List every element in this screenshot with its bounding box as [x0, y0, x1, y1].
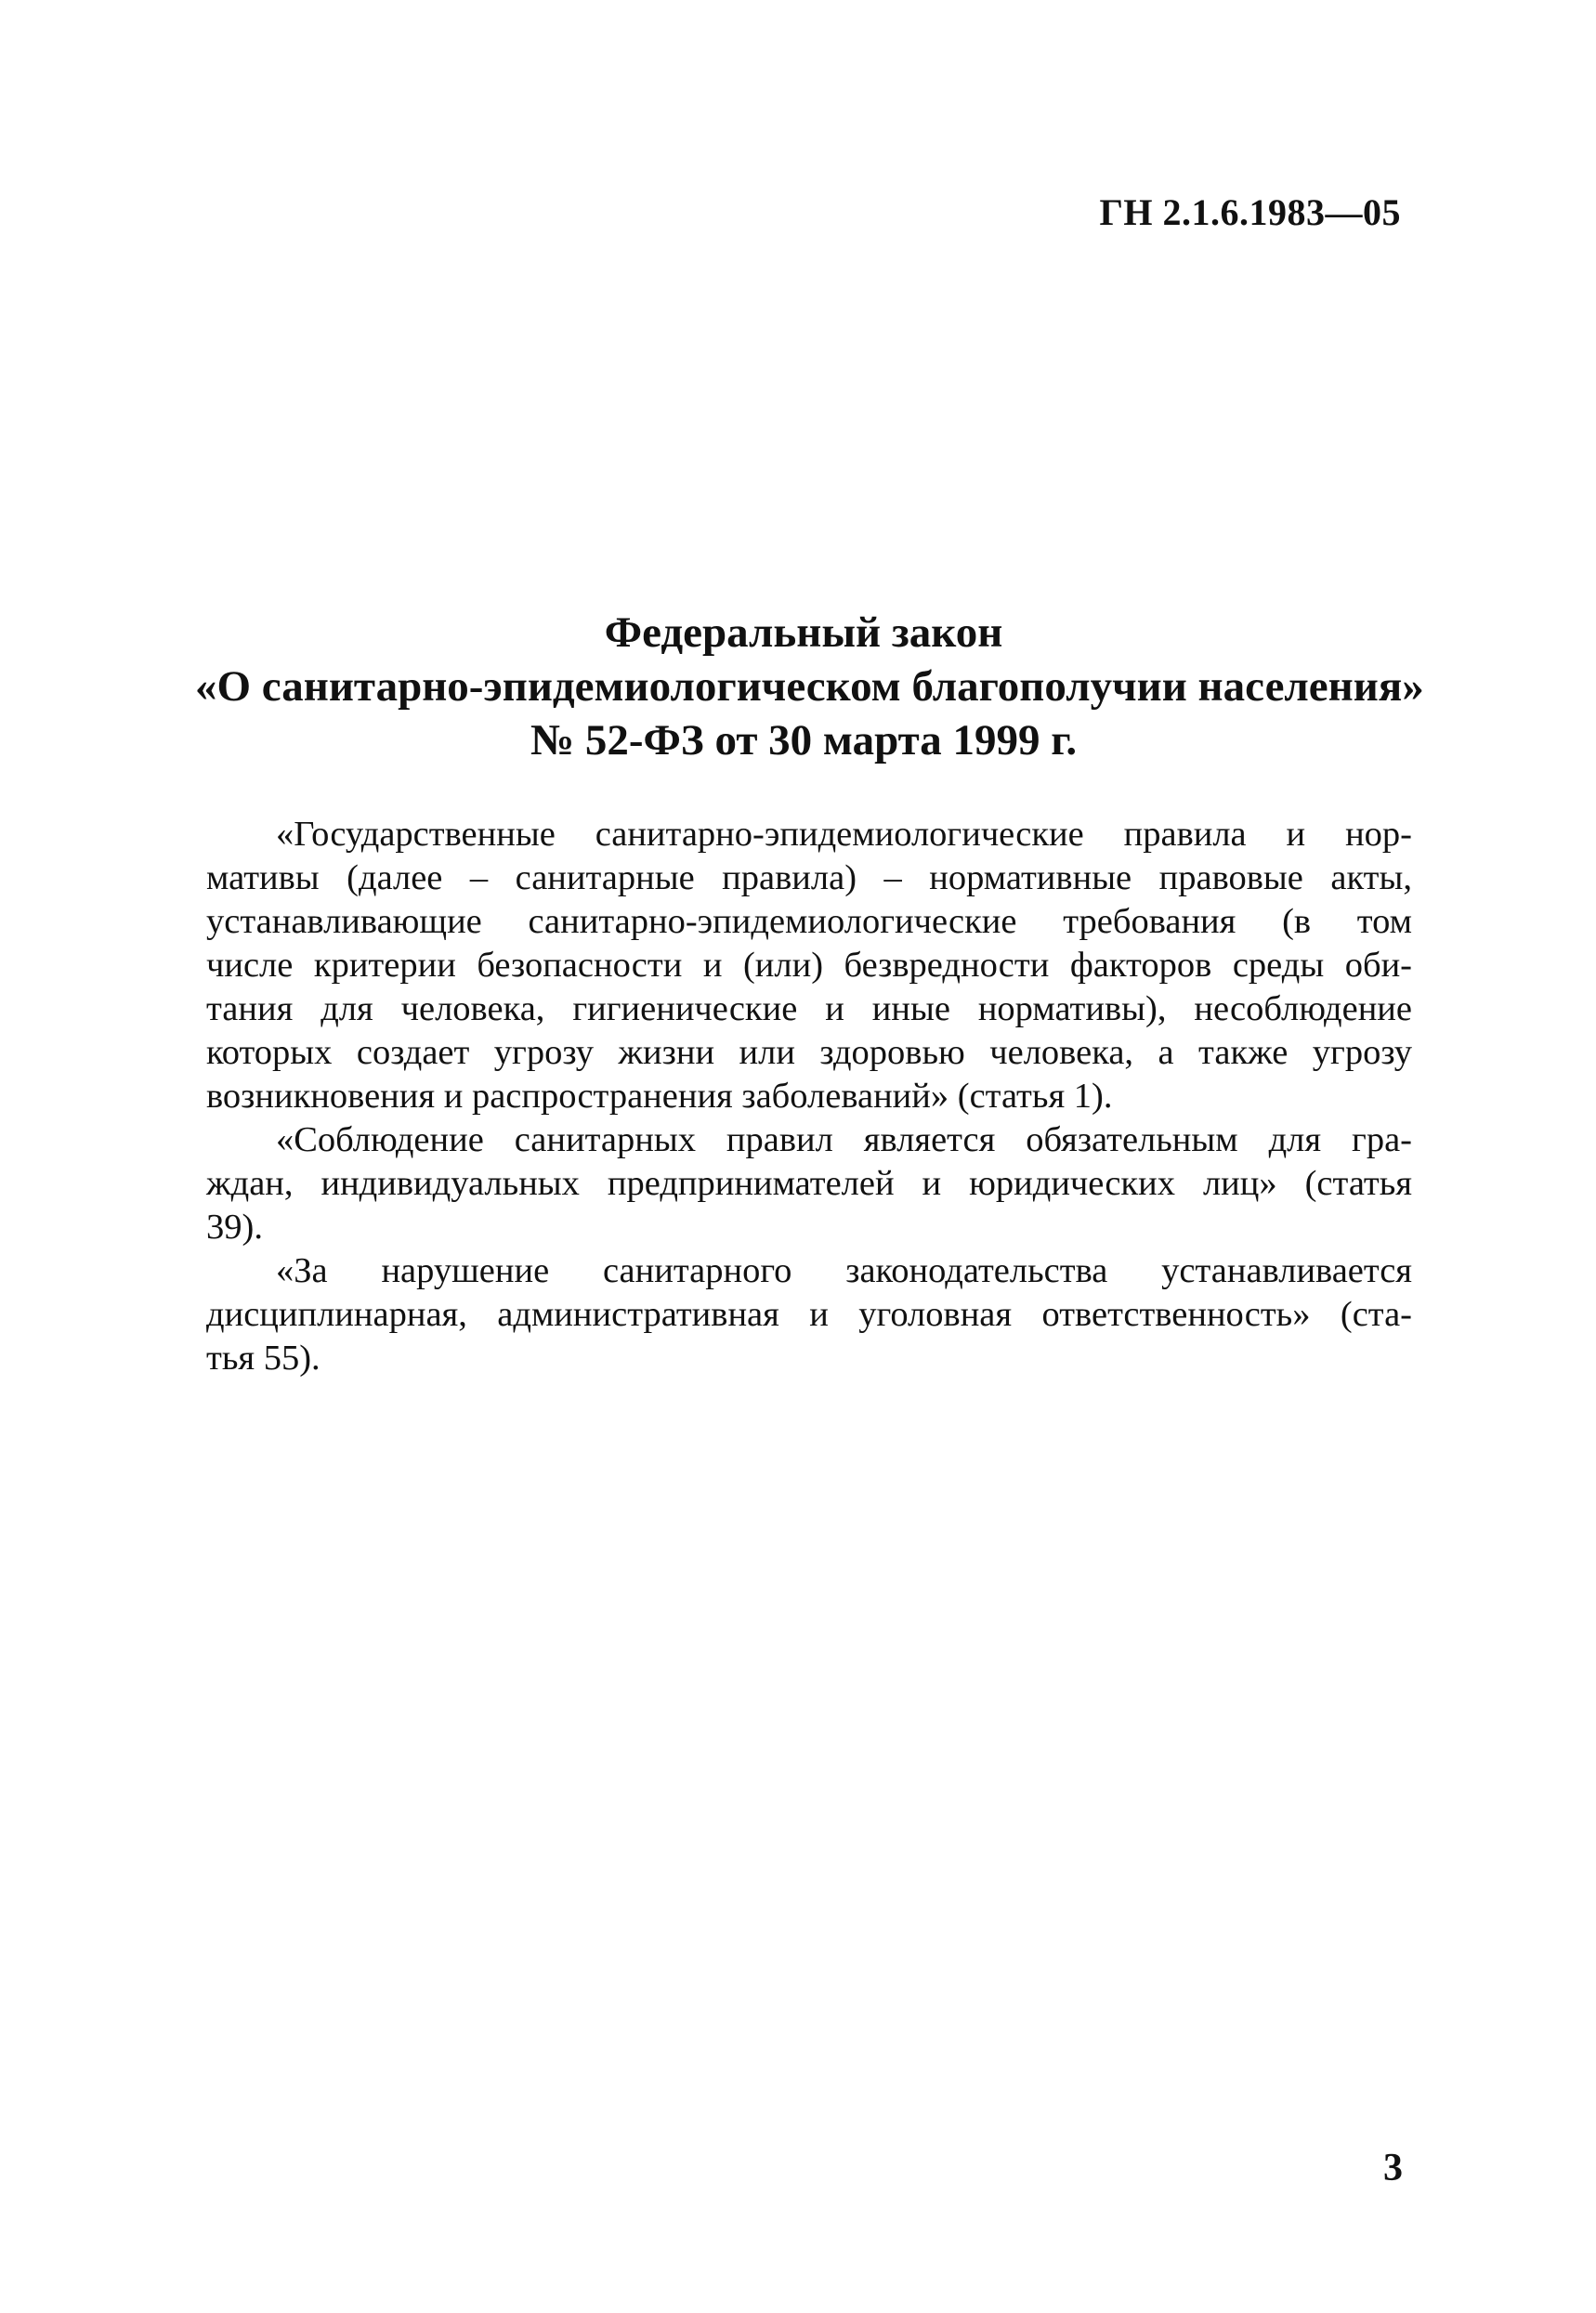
document-title: [195, 606, 1424, 767]
text-line: тья 55).: [206, 1339, 321, 1378]
title-line-1: Федеральный закон: [604, 608, 1003, 657]
document-body: [206, 813, 1412, 1380]
text-line: «Государственные санитарно-эпидемиологические правила и нор-: [276, 815, 1412, 854]
document-code: ГН 2.1.6.1983—05: [1099, 191, 1401, 233]
text-line: устанавливающие санитарно-эпидемиологические требования (в том: [206, 902, 1412, 941]
text-line: «Соблюдение санитарных правил является обязательным для гра-: [276, 1120, 1412, 1159]
text-line: которых создает угрозу жизни или здоровью человека, а также угрозу: [206, 1033, 1412, 1072]
title-line-3: № 52-ФЗ от 30 марта 1999 г.: [530, 716, 1078, 764]
text-line: мативы (далее – санитарные правила) – нормативные правовые акты,: [206, 858, 1412, 897]
text-line: дисциплинарная, административная и уголовная ответственность» (ста-: [206, 1295, 1412, 1334]
paragraph-article-1: [206, 813, 1412, 1118]
text-line: тания для человека, гигиенические и иные нормативы), несоблюдение: [206, 989, 1412, 1028]
text-line: ждан, индивидуальных предпринимателей и юридических лиц» (статья: [206, 1164, 1412, 1203]
text-line: 39).: [206, 1208, 263, 1247]
title-line-2: «О санитарно-эпидемиологическом благополучии населения»: [195, 662, 1424, 711]
paragraph-article-39: [206, 1118, 1412, 1249]
paragraph-article-55: [206, 1249, 1412, 1380]
text-line: «За нарушение санитарного законодательства устанавливается: [276, 1251, 1412, 1290]
text-line: числе критерии безопасности и (или) безвредности факторов среды оби-: [206, 946, 1412, 985]
text-line: возникновения и распространения заболеваний» (статья 1).: [206, 1077, 1113, 1116]
page-number: 3: [1383, 2147, 1403, 2189]
